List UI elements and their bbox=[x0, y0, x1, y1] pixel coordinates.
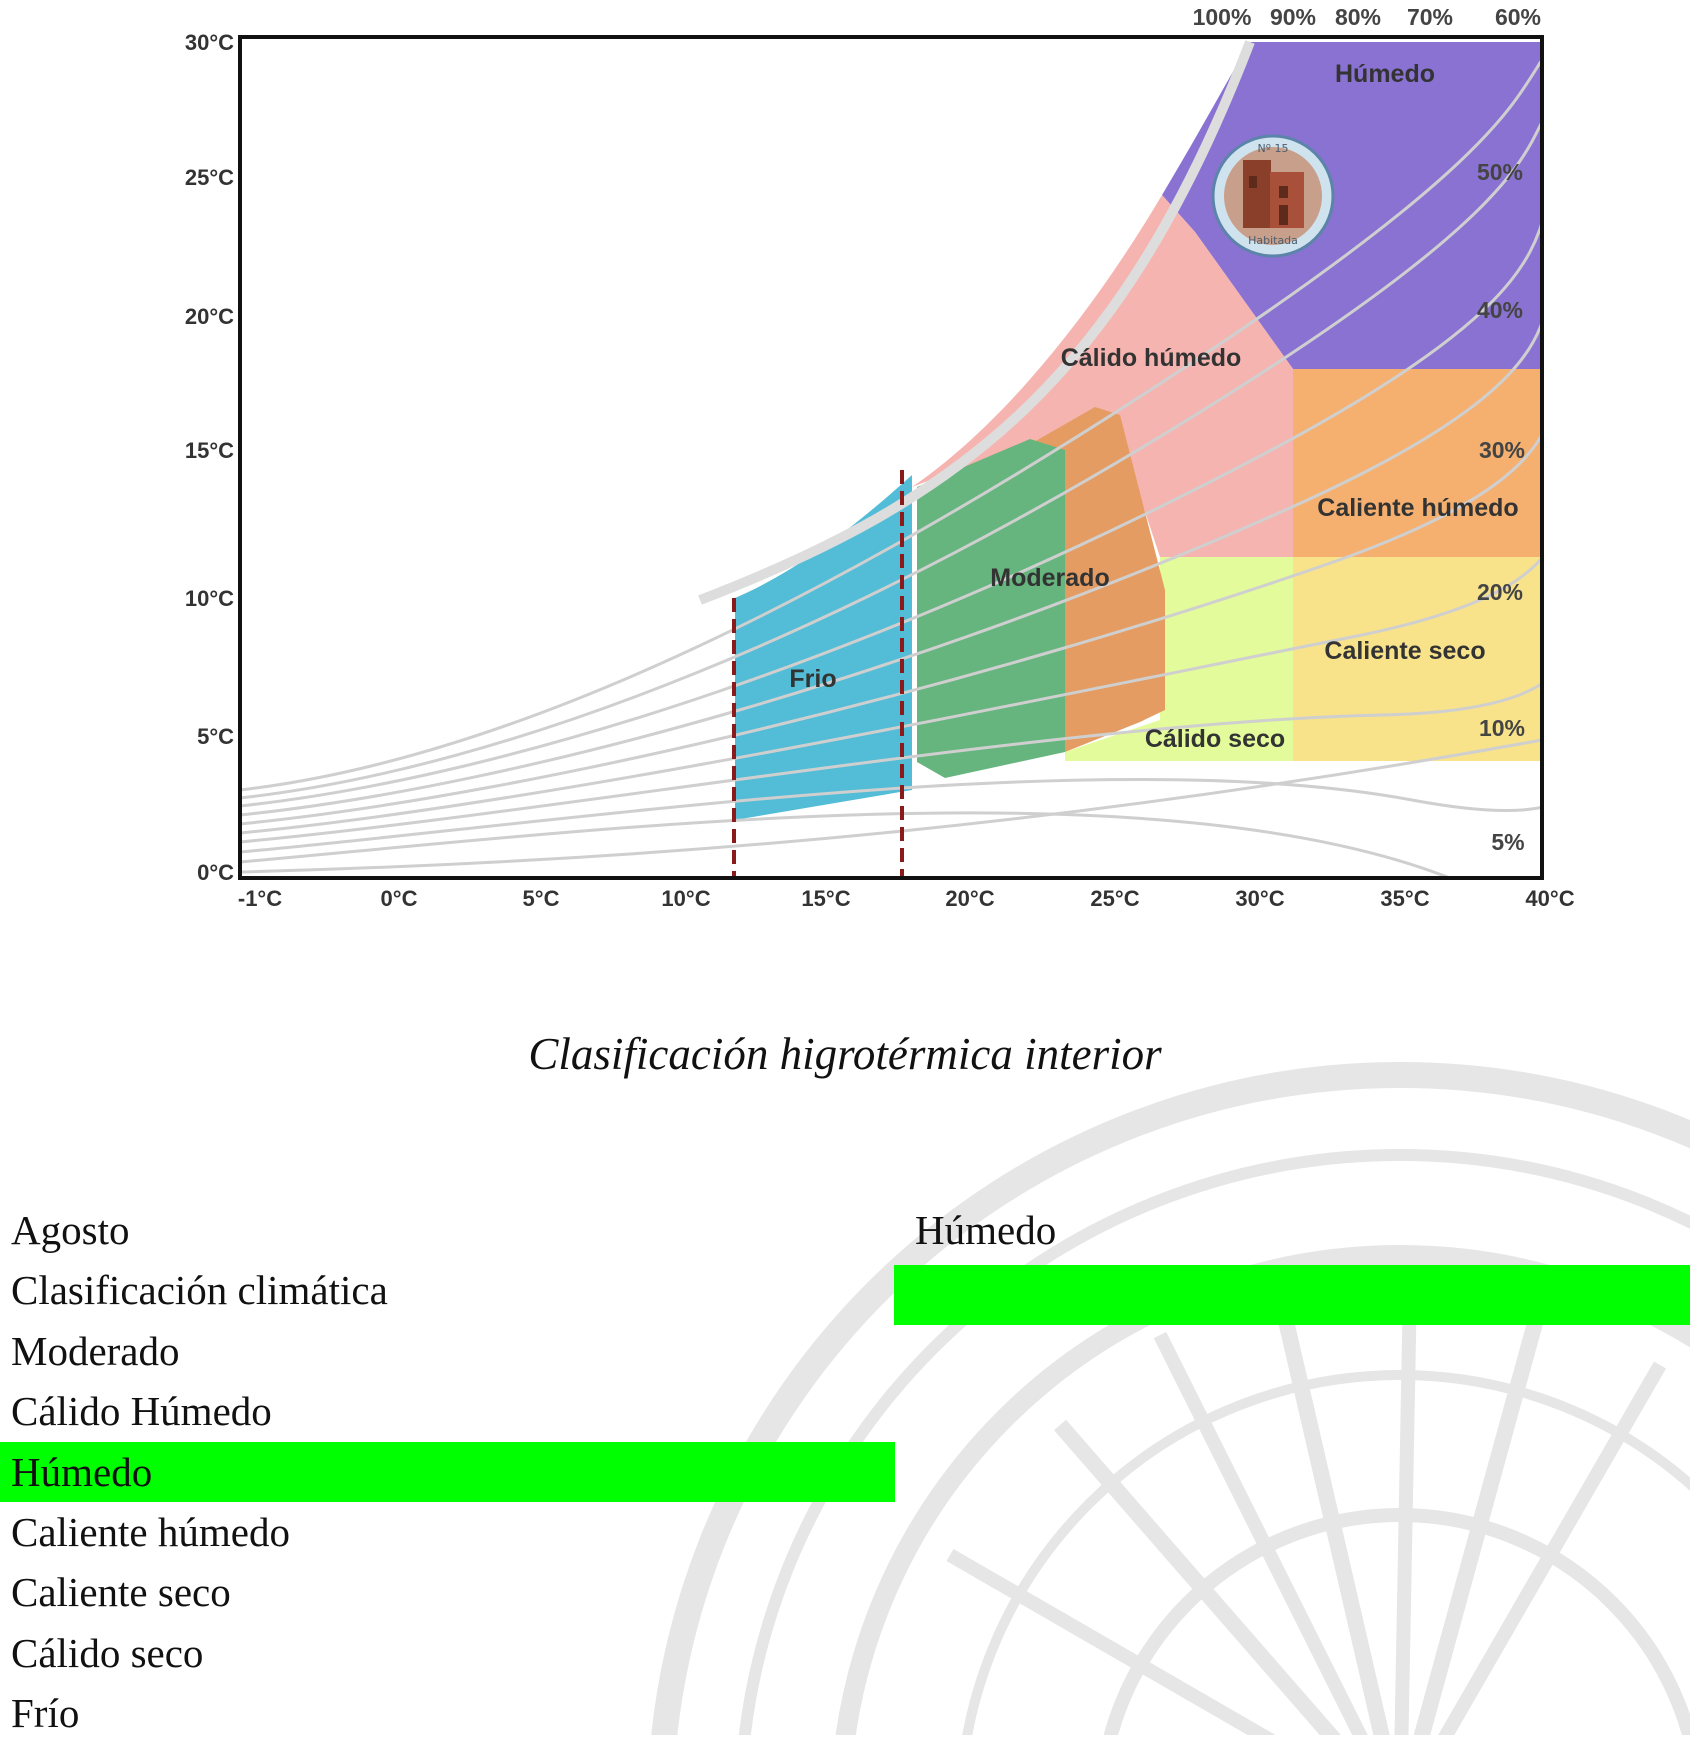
x-tick-label: 5°C bbox=[522, 886, 560, 911]
x-tick-label: 0°C bbox=[380, 886, 418, 911]
list-item-calido-seco: Cálido seco bbox=[11, 1629, 204, 1676]
rh-label: 40% bbox=[1476, 297, 1524, 323]
list-item-frio: Frío bbox=[11, 1690, 80, 1737]
zone-label-frio: Frio bbox=[789, 665, 837, 693]
rh-label: 90% bbox=[1269, 4, 1317, 30]
month-label: Agosto bbox=[11, 1207, 130, 1253]
rh-label: 50% bbox=[1476, 159, 1524, 185]
rh-label: 80% bbox=[1334, 4, 1382, 30]
zone-label-caliente-humedo: Caliente húmedo bbox=[1317, 494, 1519, 522]
y-tick-label: 20°C bbox=[184, 304, 234, 329]
rh-label: 70% bbox=[1406, 4, 1454, 30]
result-value: Húmedo bbox=[915, 1207, 1057, 1253]
x-tick-label: 20°C bbox=[945, 886, 995, 911]
x-tick-label: 25°C bbox=[1090, 886, 1140, 911]
classification-heading: Clasificación climática bbox=[11, 1267, 388, 1314]
zone-label-calido-humedo: Cálido húmedo bbox=[1060, 344, 1242, 372]
rh-label: 20% bbox=[1476, 579, 1524, 605]
y-tick-label: 30°C bbox=[184, 30, 234, 55]
list-item-caliente-humedo: Caliente húmedo bbox=[11, 1508, 290, 1555]
list-item-caliente-seco: Caliente seco bbox=[11, 1569, 231, 1616]
x-tick-label: 15°C bbox=[801, 886, 851, 911]
rh-label: 10% bbox=[1478, 715, 1526, 741]
y-tick-label: 15°C bbox=[184, 438, 234, 463]
house-logo bbox=[1213, 136, 1333, 256]
zone-label-humedo: Húmedo bbox=[1335, 60, 1435, 88]
list-item-moderado: Moderado bbox=[11, 1327, 180, 1374]
x-tick-label: 30°C bbox=[1235, 886, 1285, 911]
x-tick-label: 35°C bbox=[1380, 886, 1430, 911]
classification-list bbox=[0, 1200, 895, 1744]
logo-number: Nº 15 bbox=[1257, 142, 1289, 155]
logo-caption: Habitada bbox=[1248, 234, 1298, 247]
list-item-humedo: Húmedo bbox=[0, 1442, 895, 1502]
list-item-calido-humedo: Cálido Húmedo bbox=[11, 1388, 272, 1435]
rh-label: 5% bbox=[1491, 829, 1525, 855]
zone-label-moderado: Moderado bbox=[990, 564, 1110, 592]
y-tick-label: 5°C bbox=[197, 724, 234, 749]
y-tick-label: 0°C bbox=[197, 860, 234, 885]
x-tick-label: 40°C bbox=[1525, 886, 1575, 911]
figure-caption: Clasificación higrotérmica interior bbox=[528, 1029, 1162, 1079]
zone-label-caliente-seco: Caliente seco bbox=[1324, 637, 1486, 665]
x-tick-label: 10°C bbox=[661, 886, 711, 911]
y-tick-label: 25°C bbox=[184, 165, 234, 190]
rh-label: 30% bbox=[1478, 437, 1526, 463]
rh-label: 100% bbox=[1192, 4, 1252, 30]
result-highlight-bar bbox=[894, 1265, 1690, 1325]
rh-label: 60% bbox=[1494, 4, 1542, 30]
x-tick-label: -1°C bbox=[237, 886, 283, 911]
zone-label-calido-seco: Cálido seco bbox=[1144, 725, 1286, 753]
y-tick-label: 10°C bbox=[184, 586, 234, 611]
